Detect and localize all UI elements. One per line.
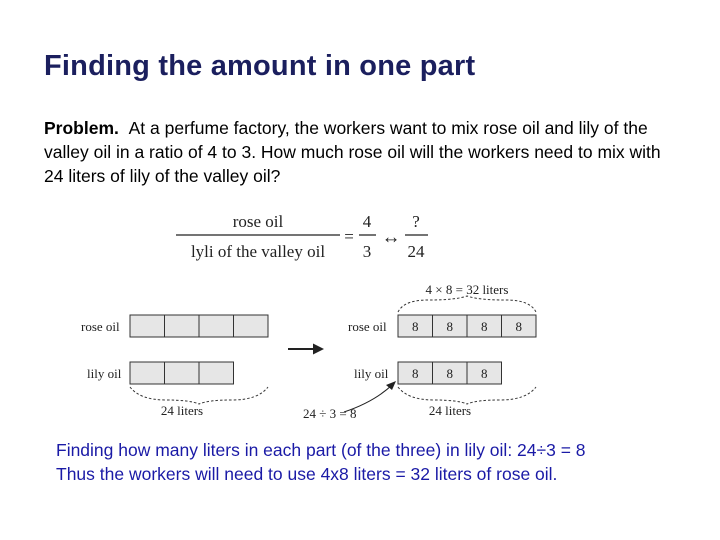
before-lily-part (199, 362, 234, 384)
equation-denominator: lyli of the valley oil (190, 242, 326, 261)
after-top-brace-label: 4 × 8 = 32 liters (425, 282, 509, 297)
conclusion-line-2: Thus the workers will need to use 4x8 liters = 32 liters of rose oil. (56, 464, 558, 484)
ratio-equation (176, 212, 428, 261)
after-lily-value: 8 (412, 366, 419, 381)
before-lily-bar (130, 362, 234, 384)
division-note: 24 ÷ 3 = 8 (303, 406, 357, 421)
before-rose-label: rose oil (81, 319, 120, 334)
after-lily-value: 8 (446, 366, 453, 381)
transform-arrow (288, 344, 324, 355)
before-lily-part (165, 362, 200, 384)
equation-numerator: rose oil (232, 212, 284, 231)
before-lily-part (130, 362, 165, 384)
equation-arrow: ↔ (381, 227, 401, 248)
equation-left-den: 3 (362, 242, 372, 261)
before-rose-part (234, 315, 269, 337)
equation-left-num: 4 (362, 212, 372, 231)
after-lily-brace (398, 387, 536, 404)
after-brace-label: 24 liters (428, 403, 472, 418)
after-rose-label: rose oil (348, 319, 387, 334)
before-rose-part (199, 315, 234, 337)
after-rose-value: 8 (481, 319, 488, 334)
after-lily-bar (398, 362, 502, 384)
before-rose-part (165, 315, 200, 337)
equation-equals: = (344, 227, 354, 246)
equation-right-num: ? (412, 212, 420, 231)
after-lily-label: lily oil (354, 366, 389, 381)
before-rose-bar (130, 315, 268, 337)
slide-title: Finding the amount in one part (44, 50, 476, 82)
conclusion-line-1: Finding how many liters in each part (of the three) in lily oil: 24÷3 = 8 (56, 440, 586, 460)
after-rose-value: 8 (515, 319, 522, 334)
before-lily-label: lily oil (87, 366, 122, 381)
after-rose-bar (398, 315, 536, 337)
before-rose-part (130, 315, 165, 337)
before-brace-label: 24 liters (160, 403, 204, 418)
after-rose-brace (398, 296, 536, 312)
after-lily-value: 8 (481, 366, 488, 381)
conclusion (56, 438, 586, 486)
before-lily-brace (130, 387, 268, 404)
problem-label: Problem. (44, 118, 119, 138)
problem-text: At a perfume factory, the workers want to mix rose oil and lily of the valley oil in a ratio of 4 to 3. How much rose oil will the workers need to mix with 24 liters of lily of the valley oil? (44, 118, 661, 186)
equation-right-den: 24 (407, 242, 425, 261)
after-rose-value: 8 (412, 319, 419, 334)
after-rose-value: 8 (446, 319, 453, 334)
